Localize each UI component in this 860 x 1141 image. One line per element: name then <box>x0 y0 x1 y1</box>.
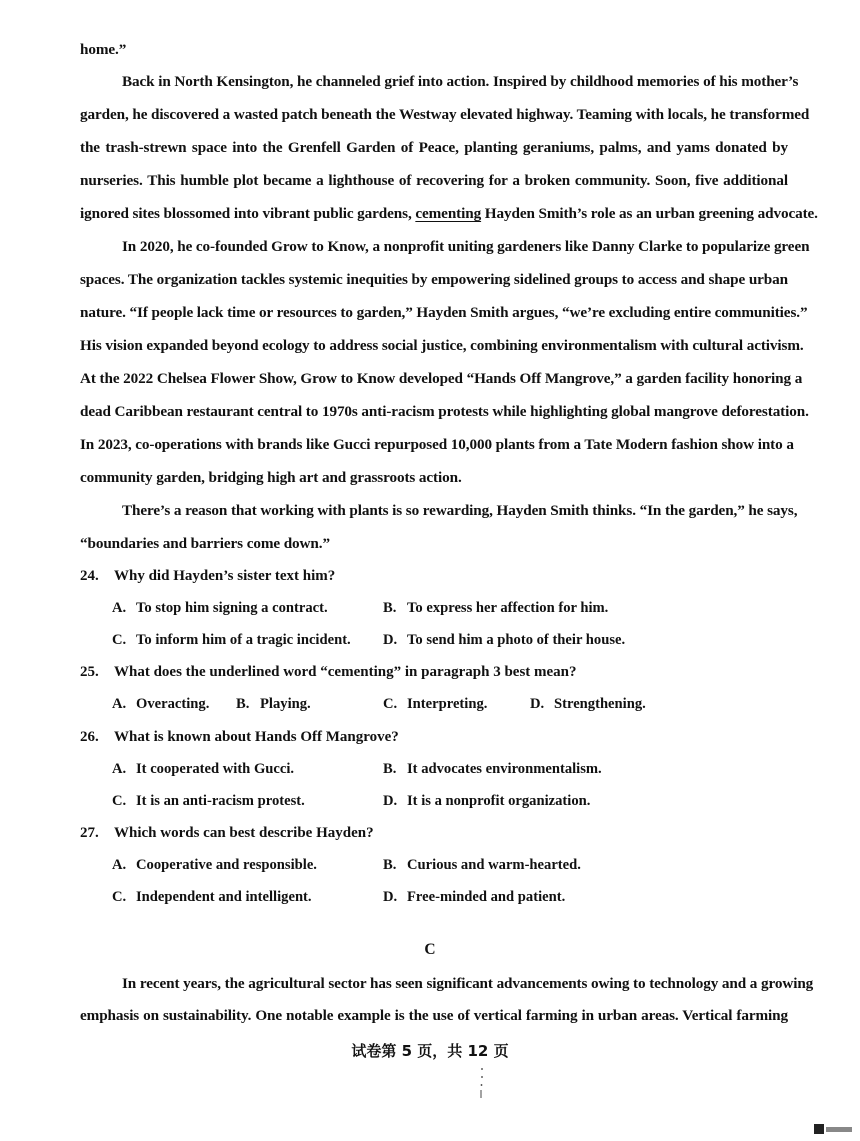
option-letter: C. <box>112 793 127 809</box>
question-27 <box>80 823 374 843</box>
option-letter: B. <box>383 857 397 873</box>
option-text: It cooperated with Gucci. <box>136 761 295 777</box>
passage-line: the trash-strewn space into the Grenfell Garden of Peace, planting geraniums, palms, and yams donated by <box>80 139 788 156</box>
option-27-c[interactable] <box>112 887 312 907</box>
passage-line: dead Caribbean restaurant central to 1970s anti-racism protests while highlighting global mangrove deforestation. <box>80 403 809 420</box>
option-letter: B. <box>383 600 397 616</box>
option-27-d[interactable] <box>383 887 565 907</box>
option-text: To stop him signing a contract. <box>136 600 328 616</box>
option-letter: B. <box>236 696 250 712</box>
qr-square <box>814 1124 824 1134</box>
question-25 <box>80 662 577 682</box>
option-25-c[interactable] <box>383 694 487 714</box>
option-text: Free-minded and patient. <box>407 889 566 905</box>
line-text-before: ignored sites blossomed into vibrant public gardens, <box>80 205 416 222</box>
option-text: It is a nonprofit organization. <box>407 793 591 809</box>
question-stem: Which words can best describe Hayden? <box>114 825 374 841</box>
question-number: 26. <box>80 729 99 745</box>
passage-line: His vision expanded beyond ecology to address social justice, combining environmentalism with cultural activism. <box>80 337 804 354</box>
option-text: Interpreting. <box>407 696 488 712</box>
option-text: Overacting. <box>136 696 210 712</box>
option-25-b[interactable] <box>236 694 311 714</box>
option-26-a[interactable] <box>112 759 294 779</box>
option-text: Cooperative and responsible. <box>136 857 317 873</box>
qr-watermark-icon <box>814 1123 854 1135</box>
option-letter: D. <box>530 696 545 712</box>
section-heading: C <box>424 941 436 958</box>
passage-line: Back in North Kensington, he channeled grief into action. Inspired by childhood memories of his mother’s <box>122 73 799 90</box>
page-footer: 试卷第 5 页，共 12 页 <box>351 1042 509 1060</box>
option-26-c[interactable] <box>112 791 305 811</box>
option-letter: D. <box>383 793 398 809</box>
passage-line: In 2020, he co-founded Grow to Know, a nonprofit uniting gardeners like Danny Clarke to popularize green <box>122 238 810 255</box>
option-24-b[interactable] <box>383 598 608 618</box>
option-27-b[interactable] <box>383 855 581 875</box>
option-letter: C. <box>112 889 127 905</box>
question-stem: Why did Hayden’s sister text him? <box>114 568 336 584</box>
option-letter: C. <box>112 632 127 648</box>
option-24-c[interactable] <box>112 630 351 650</box>
option-letter: D. <box>383 632 398 648</box>
option-26-b[interactable] <box>383 759 602 779</box>
option-text: To send him a photo of their house. <box>407 632 626 648</box>
line-text-after: Hayden Smith’s role as an urban greening advocate. <box>481 205 818 222</box>
question-number: 25. <box>80 664 99 680</box>
passage-line: home.” <box>80 41 127 58</box>
scan-artifact-mark <box>478 1066 486 1100</box>
option-text: Strengthening. <box>554 696 646 712</box>
passage-line: spaces. The organization tackles systemic inequities by empowering sidelined groups to access and shape urban <box>80 271 788 288</box>
option-letter: D. <box>383 889 398 905</box>
question-24 <box>80 566 335 586</box>
option-26-d[interactable] <box>383 791 590 811</box>
option-text: It advocates environmentalism. <box>407 761 602 777</box>
option-25-d[interactable] <box>530 694 646 714</box>
passage-c-line: emphasis on sustainability. One notable example is the use of vertical farming in urban areas. Vertical farming <box>80 1007 788 1024</box>
passage-line: community garden, bridging high art and grassroots action. <box>80 469 462 486</box>
question-stem: What does the underlined word “cementing” in paragraph 3 best mean? <box>114 664 577 680</box>
watermark-text-mark <box>826 1127 852 1132</box>
passage-line-with-underline <box>80 204 818 224</box>
option-text: It is an anti-racism protest. <box>136 793 305 809</box>
passage-line: nurseries. This humble plot became a lighthouse of recovering for a broken community. Soon, five additional <box>80 172 788 189</box>
question-number: 27. <box>80 825 99 841</box>
passage-c-line: In recent years, the agricultural sector has seen significant advancements owing to technology and a growing <box>122 975 814 992</box>
option-text: To express her affection for him. <box>407 600 609 616</box>
option-letter: B. <box>383 761 397 777</box>
option-24-d[interactable] <box>383 630 625 650</box>
passage-line: At the 2022 Chelsea Flower Show, Grow to Know developed “Hands Off Mangrove,” a garden facility honoring a <box>80 370 803 387</box>
option-letter: A. <box>112 761 127 777</box>
question-number: 24. <box>80 568 99 584</box>
option-text: To inform him of a tragic incident. <box>136 632 351 648</box>
option-text: Playing. <box>260 696 311 712</box>
passage-line: There’s a reason that working with plants is so rewarding, Hayden Smith thinks. “In the garden,” he says, <box>122 502 798 519</box>
option-text: Independent and intelligent. <box>136 889 312 905</box>
option-text: Curious and warm-hearted. <box>407 857 581 873</box>
passage-line: garden, he discovered a wasted patch beneath the Westway elevated highway. Teaming with locals, he transformed <box>80 106 810 123</box>
passage-line: nature. “If people lack time or resources to garden,” Hayden Smith argues, “we’re excluding entire communities.” <box>80 304 808 321</box>
option-letter: C. <box>383 696 398 712</box>
option-letter: A. <box>112 696 127 712</box>
option-letter: A. <box>112 857 127 873</box>
passage-line: In 2023, co-operations with brands like Gucci repurposed 10,000 plants from a Tate Modern fashion show into a <box>80 436 794 453</box>
passage-line: “boundaries and barriers come down.” <box>80 535 330 552</box>
question-stem: What is known about Hands Off Mangrove? <box>114 729 399 745</box>
underlined-word: cementing <box>415 205 482 222</box>
option-24-a[interactable] <box>112 598 328 618</box>
option-letter: A. <box>112 600 127 616</box>
question-26 <box>80 727 399 747</box>
option-27-a[interactable] <box>112 855 317 875</box>
option-25-a[interactable] <box>112 694 209 714</box>
